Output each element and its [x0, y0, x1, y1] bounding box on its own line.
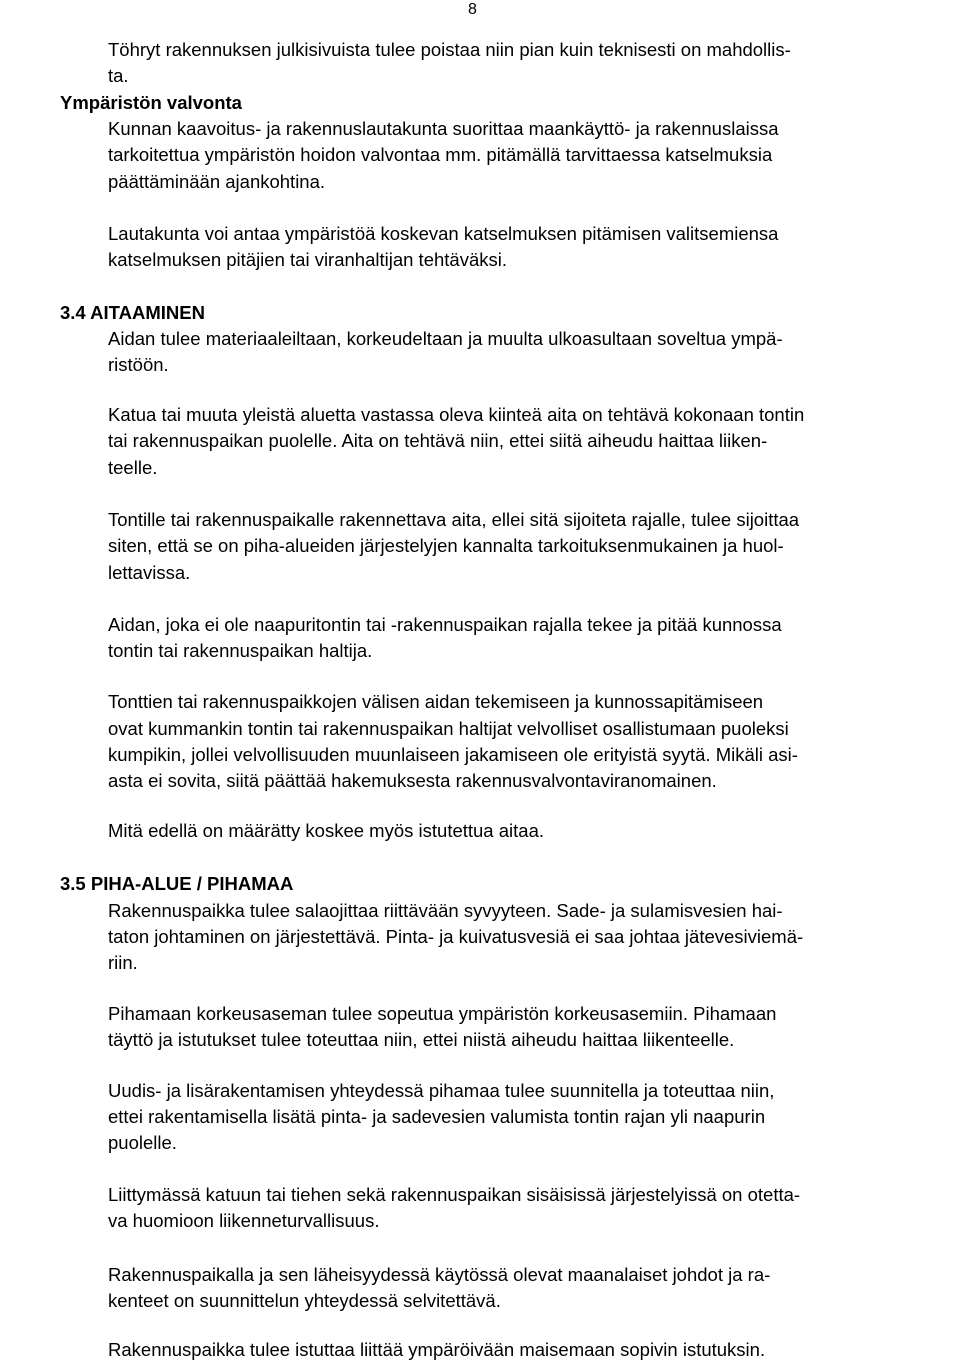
text-line: tai rakennuspaikan puolelle. Aita on tehtävä niin, ettei siitä aiheudu haittaa liiken- — [108, 430, 768, 451]
text-line: Liittymässä katuun tai tiehen sekä rakennuspaikan sisäisissä järjestelyissä on otetta- — [108, 1184, 801, 1205]
text-line: Töhryt rakennuksen julkisivuista tulee poistaa niin pian kuin teknisesti on mahdollis- — [108, 39, 791, 60]
text-line: teelle. — [108, 457, 158, 478]
section-heading: Ympäristön valvonta — [60, 92, 242, 113]
text-line: puolelle. — [108, 1132, 177, 1153]
section-heading: 3.5 PIHA-ALUE / PIHAMAA — [60, 873, 294, 894]
text-line: ristöön. — [108, 354, 169, 375]
text-line: siten, että se on piha-alueiden järjestelyjen kannalta tarkoituksenmukainen ja huol- — [108, 535, 784, 556]
text-line: Tonttien tai rakennuspaikkojen välisen aidan tekemiseen ja kunnossapitämiseen — [108, 691, 764, 712]
text-line: Aidan, joka ei ole naapuritontin tai -rakennuspaikan rajalla tekee ja pitää kunnossa — [108, 614, 782, 635]
text-line: asta ei sovita, siitä päättää hakemuksesta rakennusvalvontaviranomainen. — [108, 770, 717, 791]
text-line: Rakennuspaikka tulee istuttaa liittää ympäröivään maisemaan sopivin istutuksin. — [108, 1339, 766, 1360]
text-line: ta. — [108, 65, 129, 86]
text-line: täyttö ja istutukset tulee toteuttaa niin, ettei niistä aiheudu haittaa liikenteelle. — [108, 1029, 735, 1050]
text-line: Uudis- ja lisärakentamisen yhteydessä pihamaa tulee suunnitella ja toteuttaa niin, — [108, 1080, 775, 1101]
text-line: päättäminään ajankohtina. — [108, 171, 326, 192]
text-line: riin. — [108, 952, 138, 973]
text-line: Kunnan kaavoitus- ja rakennuslautakunta suorittaa maankäyttö- ja rakennuslaissa — [108, 118, 779, 139]
text-line: lettavissa. — [108, 562, 191, 583]
text-line: kenteet on suunnittelun yhteydessä selvitettävä. — [108, 1290, 501, 1311]
text-line: katselmuksen pitäjien tai viranhaltijan tehtäväksi. — [108, 249, 507, 270]
text-line: ovat kummankin tontin tai rakennuspaikan haltijat velvolliset osallistumaan puoleksi — [108, 718, 789, 739]
text-line: Aidan tulee materiaaleiltaan, korkeudeltaan ja muulta ulkoasultaan soveltua ympä- — [108, 328, 783, 349]
text-line: kumpikin, jollei velvollisuuden muunlaiseen jakamiseen ole erityistä syytä. Mikäli asi- — [108, 744, 798, 765]
text-line: tarkoitettua ympäristön hoidon valvontaa mm. pitämällä tarvittaessa katselmuksia — [108, 144, 773, 165]
page-number: 8 — [468, 1, 477, 18]
text-line: taton johtaminen on järjestettävä. Pinta- ja kuivatusvesiä ei saa johtaa jätevesiviemä- — [108, 926, 804, 947]
section-heading: 3.4 AITAAMINEN — [60, 302, 205, 323]
text-line: va huomioon liikenneturvallisuus. — [108, 1210, 380, 1231]
text-line: Tontille tai rakennuspaikalle rakennettava aita, ellei sitä sijoiteta rajalle, tulee sijoittaa — [108, 509, 800, 530]
text-line: Katua tai muuta yleistä aluetta vastassa oleva kiinteä aita on tehtävä kokonaan tontin — [108, 404, 805, 425]
text-line: Lautakunta voi antaa ympäristöä koskevan katselmuksen pitämisen valitsemiensa — [108, 223, 779, 244]
text-line: Rakennuspaikalla ja sen läheisyydessä käytössä olevat maanalaiset johdot ja ra- — [108, 1264, 771, 1285]
text-line: ettei rakentamisella lisätä pinta- ja sadevesien valumista tontin rajan yli naapurin — [108, 1106, 766, 1127]
text-line: Pihamaan korkeusaseman tulee sopeutua ympäristön korkeusasemiin. Pihamaan — [108, 1003, 777, 1024]
text-line: tontin tai rakennuspaikan haltija. — [108, 640, 373, 661]
text-line: Rakennuspaikka tulee salaojittaa riittävään syvyyteen. Sade- ja sulamisvesien hai- — [108, 900, 783, 921]
text-line: Mitä edellä on määrätty koskee myös istutettua aitaa. — [108, 820, 544, 841]
